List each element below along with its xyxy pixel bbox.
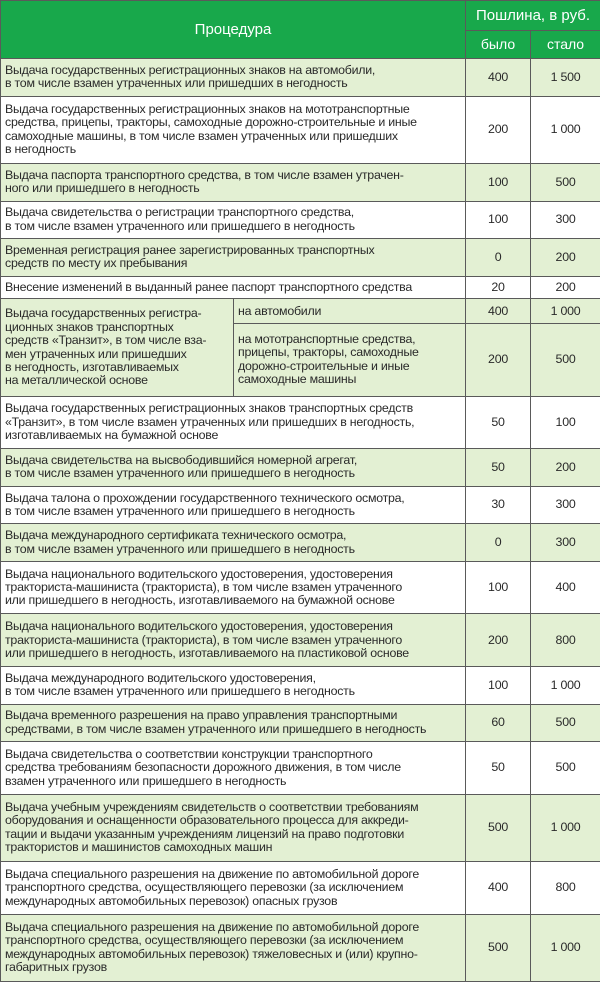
fee-now-cell: 1 000 [531, 666, 600, 704]
table-row [1, 96, 600, 163]
procedure-cell: Выдача паспорта транспортного средства, в том числе взамен утрачен- ного или пришедшего в негодность [1, 164, 466, 202]
table-row [1, 742, 600, 795]
fee-was-cell: 200 [466, 96, 531, 163]
table-row [1, 201, 600, 239]
fee-now-cell: 200 [531, 239, 600, 277]
procedure-cell: Выдача талона о прохождении государственного технического осмотра, в том числе взамен утраченного или пришедшего в негодность [1, 486, 466, 524]
fee-was-cell: 50 [466, 449, 531, 487]
fee-was-cell: 30 [466, 486, 531, 524]
table-row [1, 524, 600, 562]
procedure-cell: Выдача национального водительского удостоверения, удостоверения тракториста-машиниста (тракториста), в том числе взамен утраченного или пришедшего в негодность, изготавливаемого на пластиковой основе [1, 614, 466, 667]
fee-now-cell: 800 [531, 614, 600, 667]
fee-now-cell: 500 [531, 164, 600, 202]
fee-was-cell: 50 [466, 742, 531, 795]
fee-was-cell: 0 [466, 524, 531, 562]
table-row [1, 59, 600, 97]
table-row [1, 666, 600, 704]
table-row [1, 299, 600, 323]
fee-now-cell: 100 [531, 396, 600, 449]
table-row [1, 396, 600, 449]
table-row [1, 164, 600, 202]
procedure-cell: Выдача национального водительского удостоверения, удостоверения тракториста-машиниста (тракториста), в том числе взамен утраченного или пришедшего в негодность, изготавливаемого на бумажной основе [1, 561, 466, 614]
table-row [1, 704, 600, 742]
fee-now-cell: 200 [531, 449, 600, 487]
fee-now-cell: 800 [531, 862, 600, 915]
header-was: было [466, 31, 531, 59]
table-row [1, 449, 600, 487]
fee-now-cell: 300 [531, 201, 600, 239]
table-row [1, 239, 600, 277]
fee-now-cell: 400 [531, 561, 600, 614]
procedure-cell: Выдача свидетельства на высвободившийся номерной агрегат, в том числе взамен утраченного или пришедшего в негодность [1, 449, 466, 487]
sub-procedure-cell: на автомобили [234, 299, 466, 323]
procedure-cell: Выдача государственных регистра- ционных знаков транспортных средств «Транзит», в том числе вза- мен утраченных или пришедших в негодность, изготавливаемых на металлической основе [1, 299, 234, 396]
fee-was-cell: 500 [466, 914, 531, 981]
procedure-cell: Выдача временного разрешения на право управления транспортными средствами, в том числе взамен утраченного или пришедшего в негодность [1, 704, 466, 742]
fee-was-cell: 100 [466, 666, 531, 704]
table-row [1, 561, 600, 614]
fee-now-cell: 200 [531, 276, 600, 299]
fee-now-cell: 300 [531, 486, 600, 524]
header-procedure: Процедура [1, 1, 466, 59]
procedure-cell: Выдача государственных регистрационных знаков транспортных средств «Транзит», в том числе взамен утраченных или пришедших в негодность, изготавливаемых на бумажной основе [1, 396, 466, 449]
procedure-cell: Выдача учебным учреждениям свидетельств о соответствии требованиям оборудования и оснащенности образовательного процесса для аккреди- тации и выдачи указанным учреждениям лицензий на право подготовки трактористов и машинистов самоходных машин [1, 794, 466, 861]
procedure-cell: Выдача государственных регистрационных знаков на мототранспортные средства, прицепы, тракторы, самоходные дорожно-строительные и иные самоходные машины, в том числе взамен утраченных или пришедших в негодность [1, 96, 466, 163]
fee-now-cell: 1 000 [531, 299, 600, 323]
table-row [1, 794, 600, 861]
fee-now-cell: 500 [531, 704, 600, 742]
procedure-cell: Внесение изменений в выданный ранее паспорт транспортного средства [1, 276, 466, 299]
fee-was-cell: 400 [466, 862, 531, 915]
procedure-cell: Выдача свидетельства о регистрации транспортного средства, в том числе взамен утраченного или пришедшего в негодность [1, 201, 466, 239]
procedure-cell: Выдача государственных регистрационных знаков на автомобили, в том числе взамен утраченных или пришедших в негодность [1, 59, 466, 97]
table-row [1, 276, 600, 299]
table-row [1, 914, 600, 981]
procedure-cell: Временная регистрация ранее зарегистрированных транспортных средств по месту их пребывания [1, 239, 466, 277]
fee-was-cell: 500 [466, 794, 531, 861]
fee-was-cell: 100 [466, 164, 531, 202]
sub-procedure-cell: на мототранспортные средства, прицепы, тракторы, самоходные дорожно-строительные и иные самоходные машины [234, 323, 466, 396]
fee-was-cell: 200 [466, 323, 531, 396]
fee-was-cell: 200 [466, 614, 531, 667]
header-now: стало [531, 31, 600, 59]
header-fee: Пошлина, в руб. [466, 1, 600, 31]
fee-was-cell: 0 [466, 239, 531, 277]
fee-now-cell: 1 000 [531, 96, 600, 163]
fee-now-cell: 300 [531, 524, 600, 562]
procedure-cell: Выдача международного сертификата технического осмотра, в том числе взамен утраченного или пришедшего в негодность [1, 524, 466, 562]
fee-now-cell: 1 000 [531, 914, 600, 981]
fee-was-cell: 60 [466, 704, 531, 742]
fee-now-cell: 1 500 [531, 59, 600, 97]
fee-was-cell: 100 [466, 201, 531, 239]
fee-was-cell: 400 [466, 59, 531, 97]
table-body [1, 59, 600, 982]
procedure-cell: Выдача специального разрешения на движение по автомобильной дороге транспортного средства, осуществляющего перевозки (за исключением международных автомобильных перевозок) тяжеловесных и (или) крупно- габаритных грузов [1, 914, 466, 981]
procedure-cell: Выдача свидетельства о соответствии конструкции транспортного средства требованиям безопасности дорожного движения, в том числе взамен утраченного или пришедшего в негодность [1, 742, 466, 795]
table-row [1, 486, 600, 524]
procedure-cell: Выдача специального разрешения на движение по автомобильной дороге транспортного средства, осуществляющего перевозки (за исключением международных автомобильных перевозок) опасных грузов [1, 862, 466, 915]
table-row [1, 862, 600, 915]
procedure-cell: Выдача международного водительского удостоверения, в том числе взамен утраченного или пришедшего в негодность [1, 666, 466, 704]
fee-now-cell: 1 000 [531, 794, 600, 861]
fee-now-cell: 500 [531, 323, 600, 396]
fee-was-cell: 100 [466, 561, 531, 614]
fee-was-cell: 20 [466, 276, 531, 299]
fee-was-cell: 50 [466, 396, 531, 449]
fee-was-cell: 400 [466, 299, 531, 323]
fee-now-cell: 500 [531, 742, 600, 795]
table-row [1, 614, 600, 667]
